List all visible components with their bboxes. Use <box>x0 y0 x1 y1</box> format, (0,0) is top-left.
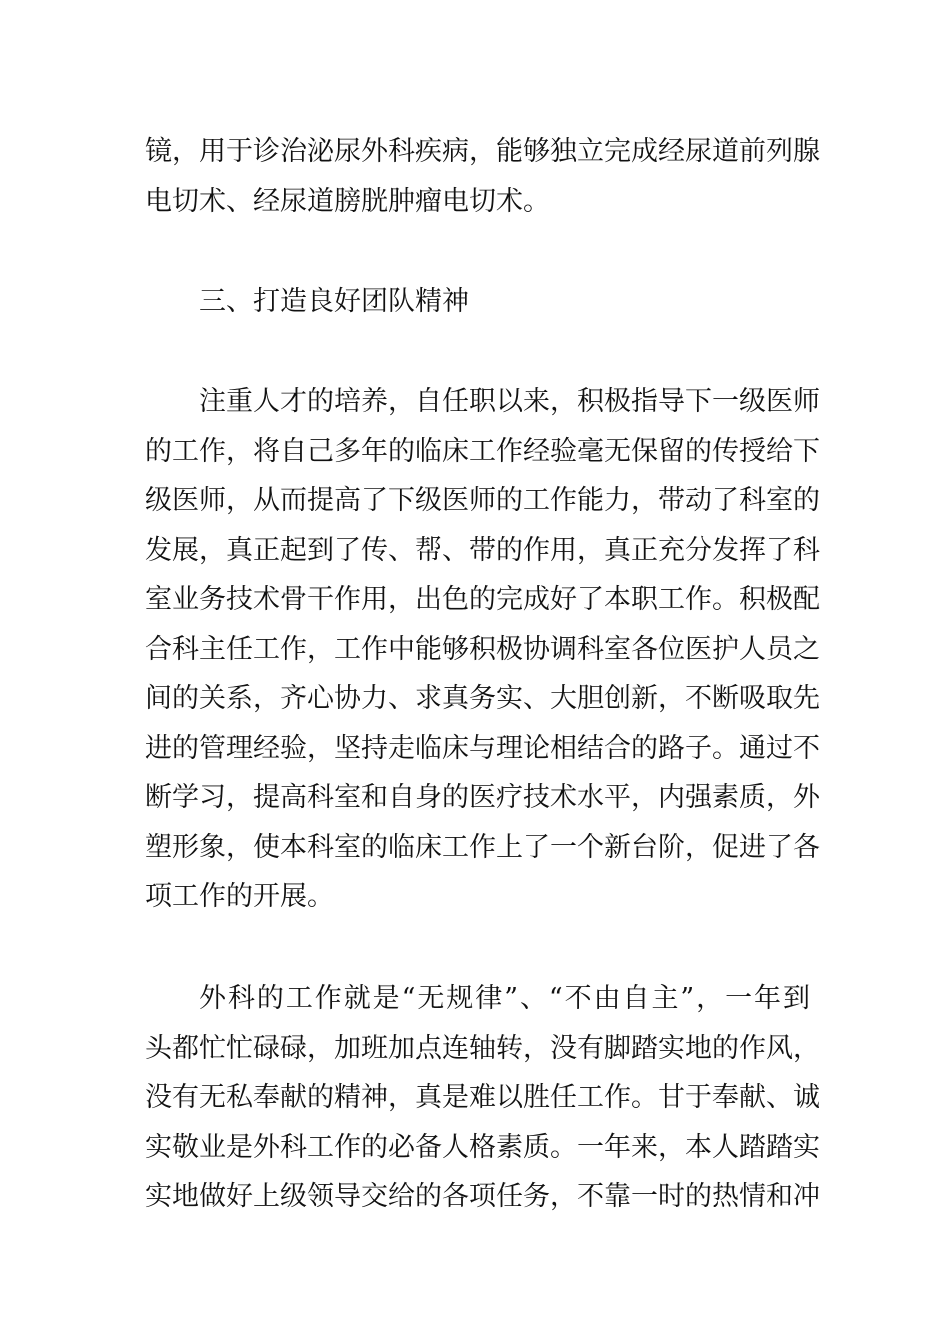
text-line: 实地做好上级领导交给的各项任务，不靠一时的热情和冲 <box>145 1181 820 1212</box>
text-line: 注重人才的培养，自任职以来，积极指导下一级医师 <box>199 386 820 417</box>
text-line: 的工作，将自己多年的临床工作经验毫无保留的传授给下 <box>145 435 820 467</box>
text-line: 合科主任工作，工作中能够积极协调科室各位医护人员之 <box>145 633 820 665</box>
paragraph-surgery-work <box>145 974 820 1222</box>
text-line: 室业务技术骨干作用，出色的完成好了本职工作。积极配 <box>145 584 820 615</box>
text-line: 级医师，从而提高了下级医师的工作能力，带动了科室的 <box>145 485 820 516</box>
text-line: 间的关系，齐心协力、求真务实、大胆创新，不断吸取先 <box>145 683 820 714</box>
text-line: 外科的工作就是“无规律”、“不由自主”，一年到 <box>199 983 810 1014</box>
text-line: 断学习，提高科室和自身的医疗技术水平，内强素质，外 <box>145 782 820 813</box>
section-heading <box>145 277 810 327</box>
text-line: 镜，用于诊治泌尿外科疾病，能够独立完成经尿道前列腺 <box>145 136 820 167</box>
text-line: 电切术、经尿道膀胱肿瘤电切术。 <box>145 185 550 217</box>
text-line: 进的管理经验，坚持走临床与理论相结合的路子。通过不 <box>145 732 820 764</box>
text-line: 塑形象，使本科室的临床工作上了一个新台阶，促进了各 <box>145 831 820 863</box>
text-line: 实敬业是外科工作的必备人格素质。一年来，本人踏踏实 <box>145 1131 820 1163</box>
text-line: 头都忙忙碌碌，加班加点连轴转，没有脚踏实地的作风， <box>145 1032 820 1064</box>
heading-text: 三、打造良好团队精神 <box>199 286 469 317</box>
paragraph-team-spirit <box>145 377 820 922</box>
text-line: 发展，真正起到了传、帮、带的作用，真正充分发挥了科 <box>145 534 820 566</box>
text-line: 没有无私奉献的精神，真是难以胜任工作。甘于奉献、诚 <box>145 1082 820 1113</box>
paragraph-continued <box>145 127 820 226</box>
text-line: 项工作的开展。 <box>145 881 334 912</box>
